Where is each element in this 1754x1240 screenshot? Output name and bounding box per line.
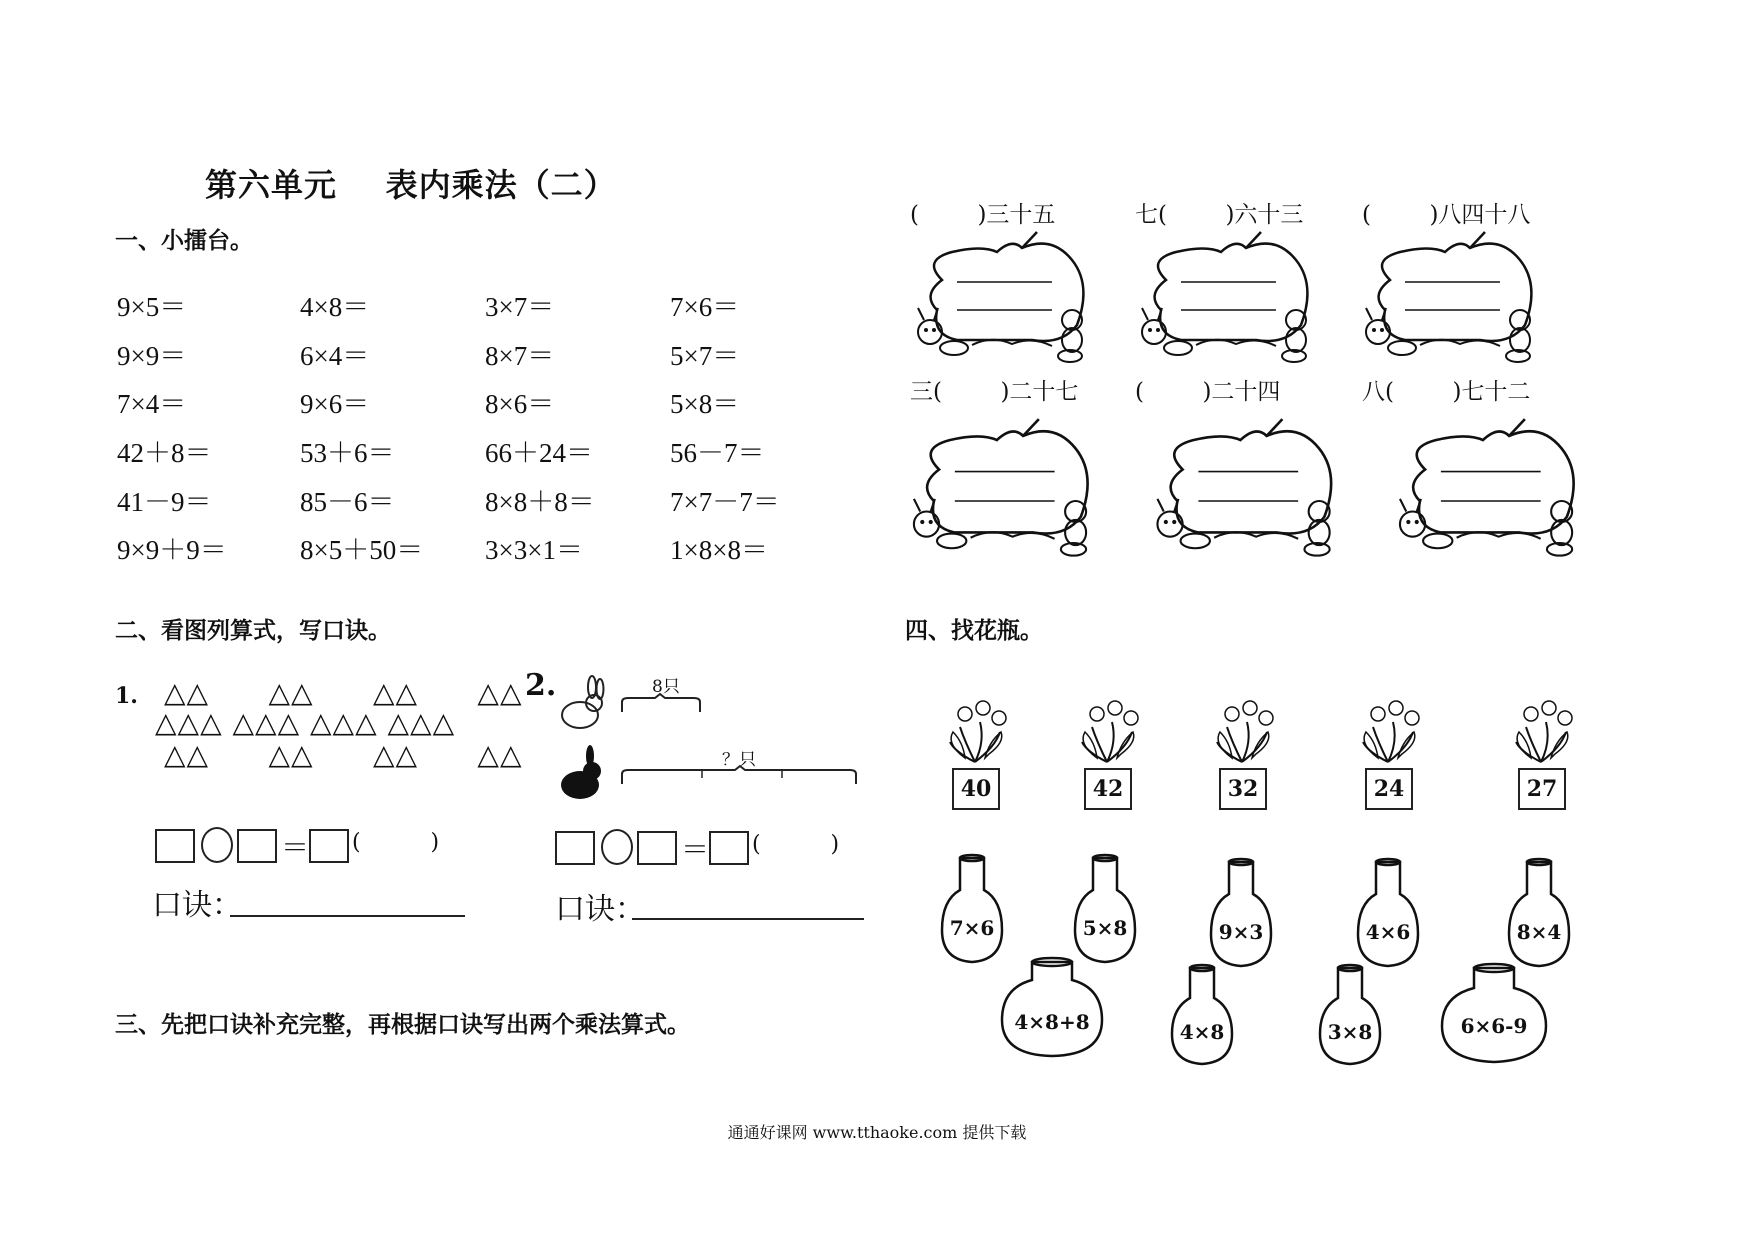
equation: 3×7＝ (485, 292, 555, 322)
vase-label: 6×6-9 (1460, 1014, 1528, 1038)
equation: 5×7＝ (670, 341, 740, 371)
vase-label: 4×8 (1179, 1020, 1225, 1044)
equation: 42＋8＝ (117, 438, 212, 468)
koujue-prompt: 七( )六十三 (1135, 202, 1304, 228)
equation: 3×3×1＝ (485, 535, 583, 565)
problem2-number: 2. (525, 668, 557, 703)
vase-label: 8×4 (1516, 920, 1562, 944)
vase-label: 4×6 (1365, 920, 1411, 944)
equation: 66＋24＝ (485, 438, 593, 468)
equals-sign: ＝ (681, 833, 710, 866)
equation: 9×5＝ (117, 292, 187, 322)
flower-number-box: 40 (952, 768, 1000, 810)
koujue-prompt: ( )二十四 (1135, 379, 1281, 405)
equation: 9×9＝ (117, 341, 187, 371)
vase-label: 9×3 (1218, 920, 1264, 944)
vase-label: 5×8 (1082, 916, 1128, 940)
koujue-prompt: ( )三十五 (910, 202, 1056, 228)
koujue-paren: ( ) (352, 830, 440, 855)
label-q: ？只 (722, 750, 756, 770)
equation: 85－6＝ (300, 487, 395, 517)
equation: 8×8＋8＝ (485, 487, 595, 517)
equation: 8×5＋50＝ (300, 535, 424, 565)
flower-number-box: 24 (1365, 768, 1413, 810)
flower-number-box: 27 (1518, 768, 1566, 810)
triangle-row: △△△ △△△ △△△ △△△ (155, 706, 456, 739)
section2-label: 二、看图列算式，写口诀。 (115, 617, 391, 644)
problem1-number: 1. (115, 683, 138, 709)
vase-label: 7×6 (949, 916, 995, 940)
equation: 8×7＝ (485, 341, 555, 371)
footer-text: 通通好课网 www.tthaoke.com 提供下载 (727, 1123, 1027, 1142)
koujue-label: 口诀： (152, 888, 242, 923)
equation: 8×6＝ (485, 389, 555, 419)
triangle-row: △△ △△ △△ △△ (164, 738, 523, 771)
koujue-prompt: 三( )二十七 (910, 379, 1079, 405)
equation: 6×4＝ (300, 341, 370, 371)
equation: 53＋6＝ (300, 438, 395, 468)
equation: 7×4＝ (117, 389, 187, 419)
equation: 4×8＝ (300, 292, 370, 322)
koujue-paren: ( ) (752, 832, 840, 857)
equation: 41－9＝ (117, 487, 212, 517)
section1-label: 一、小擂台。 (115, 227, 253, 254)
equation: 7×6＝ (670, 292, 740, 322)
equation: 5×8＝ (670, 389, 740, 419)
page-title: 第六单元 表内乘法（二） (205, 166, 617, 204)
flower-number-box: 32 (1219, 768, 1267, 810)
section4-label: 四、找花瓶。 (905, 617, 1043, 644)
equation: 56－7＝ (670, 438, 765, 468)
equation: 1×8×8＝ (670, 535, 768, 565)
koujue-prompt: ( )八四十八 (1362, 202, 1531, 228)
equation: 9×6＝ (300, 389, 370, 419)
equation: 9×9＋9＝ (117, 535, 227, 565)
equation: 7×7－7＝ (670, 487, 780, 517)
label-8: 8只 (652, 677, 680, 697)
triangle-row: △△ △△ △△ △△ (164, 676, 523, 709)
section3-label: 三、先把口诀补充完整，再根据口诀写出两个乘法算式。 (115, 1011, 690, 1038)
vase-label: 4×8+8 (1014, 1010, 1090, 1034)
vase-label: 3×8 (1327, 1020, 1373, 1044)
koujue-label: 口诀： (555, 892, 645, 927)
equals-sign: ＝ (281, 831, 310, 864)
flower-number-box: 42 (1084, 768, 1132, 810)
koujue-prompt: 八( )七十二 (1362, 379, 1531, 405)
